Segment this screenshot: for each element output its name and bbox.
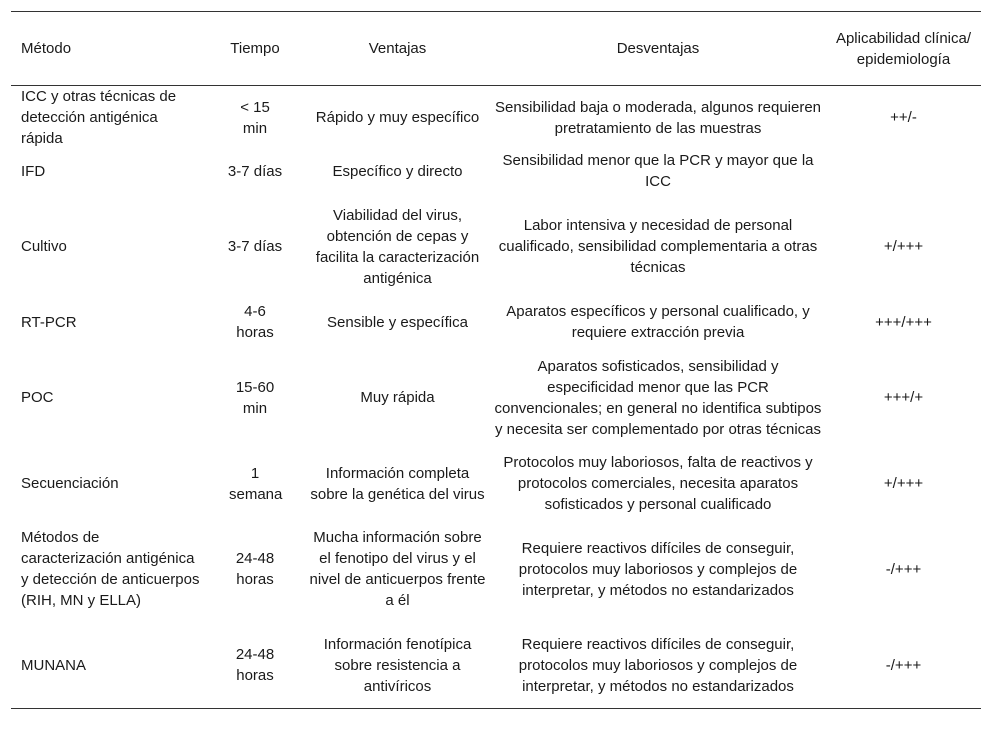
cell-metodo: Métodos de caracterización antigénica y detección de anticuerpos (RIH, MN y ELLA)	[21, 529, 200, 609]
cell-ventajas: Mucha información sobre el fenotipo del virus y el nivel de anticuerpos frente a él	[309, 529, 486, 609]
cell-desventajas: Sensibilidad baja o moderada, algunos requieren pretratamiento de las muestras	[494, 98, 822, 137]
cell-aplicabilidad: +++/+	[883, 389, 924, 406]
cell-ventajas: Específico y directo	[332, 162, 463, 180]
cell-aplicabilidad: -/+++	[885, 656, 922, 674]
header-tiempo: Tiempo	[230, 40, 280, 57]
cell-tiempo: 3-7 días	[227, 162, 283, 180]
tiempo-value: 4-6 horas	[236, 303, 274, 341]
table-row	[11, 86, 981, 150]
table-body	[11, 86, 981, 709]
cell-tiempo	[205, 516, 305, 622]
cell-aplicabilidad: +/+++	[883, 238, 924, 255]
table-header	[11, 12, 981, 86]
comparison-table-container	[11, 11, 981, 709]
cell-desventajas: Requiere reactivos difíciles de conseguir, protocolos muy laboriosos y complejos de interpretar, y métodos no estandarizados	[518, 635, 798, 695]
table-row	[11, 193, 981, 300]
header-metodo: Método	[21, 40, 72, 57]
cell-ventajas: Información fenotípica sobre resistencia a antivíricos	[323, 635, 472, 695]
cell-desventajas: Protocolos muy laboriosos, falta de reactivos y protocolos comerciales, necesita aparatos sofisticados y personal cualificado	[503, 454, 813, 513]
tiempo-value: 24-48 horas	[235, 646, 275, 684]
cell-metodo: Secuenciación	[21, 475, 119, 492]
header-aplicabilidad: Aplicabilidad clínica/ epidemiología	[835, 29, 972, 68]
cell-aplicabilidad: ++/-	[890, 109, 917, 126]
table-row	[11, 300, 981, 344]
cell-tiempo	[205, 344, 305, 451]
cell-desventajas: Requiere reactivos difíciles de conseguir, protocolos muy laboriosos y complejos de interpretar, y métodos no estandarizados	[518, 539, 798, 599]
tiempo-value: 15-60 min	[235, 378, 275, 417]
header-row	[11, 12, 981, 86]
cell-metodo: IFD	[21, 162, 46, 180]
cell-desventajas: Aparatos sofisticados, sensibilidad y especificidad menor que las PCR convencionales; en general no identifica subtipos y necesita ser complementado por otras técnicas	[494, 357, 822, 438]
table-row	[11, 451, 981, 516]
cell-tiempo: 3-7 días	[227, 238, 283, 255]
cell-desventajas: Labor intensiva y necesidad de personal cualificado, sensibilidad complementaria a otras técnicas	[498, 217, 818, 276]
cell-ventajas: Viabilidad del virus, obtención de cepas y facilita la caracterización antigénica	[315, 206, 480, 287]
cell-metodo: POC	[21, 389, 54, 406]
cell-metodo: Cultivo	[21, 238, 67, 255]
table-row	[11, 344, 981, 451]
table-row	[11, 622, 981, 709]
table-row	[11, 149, 981, 193]
header-desventajas: Desventajas	[616, 40, 700, 57]
cell-aplicabilidad: -/+++	[885, 560, 922, 578]
cell-desventajas: Aparatos específicos y personal cualificado, y requiere extracción previa	[506, 303, 810, 341]
tiempo-value: < 15 min	[240, 98, 270, 137]
methods-comparison-table	[11, 11, 981, 709]
cell-ventajas: Rápido y muy específico	[315, 109, 480, 126]
cell-ventajas: Sensible y específica	[327, 313, 468, 331]
cell-metodo: RT-PCR	[21, 313, 77, 331]
table-row	[11, 516, 981, 622]
header-ventajas: Ventajas	[368, 40, 427, 57]
cell-tiempo	[205, 300, 305, 344]
cell-ventajas: Información completa sobre la genética del virus	[310, 464, 485, 503]
cell-tiempo	[205, 622, 305, 709]
cell-aplicabilidad: +++/+++	[875, 313, 932, 331]
cell-aplicabilidad: +/+++	[883, 475, 924, 492]
cell-desventajas: Sensibilidad menor que la PCR y mayor que la ICC	[502, 152, 814, 190]
cell-ventajas: Muy rápida	[360, 389, 435, 406]
tiempo-value: 24-48 horas	[235, 550, 275, 588]
tiempo-value: 1 semana	[229, 464, 283, 503]
cell-tiempo	[205, 451, 305, 516]
cell-aplicabilidad	[826, 149, 981, 193]
cell-metodo: MUNANA	[21, 656, 87, 674]
cell-metodo: ICC y otras técnicas de detección antigénica rápida	[21, 88, 177, 147]
cell-tiempo	[205, 86, 305, 150]
